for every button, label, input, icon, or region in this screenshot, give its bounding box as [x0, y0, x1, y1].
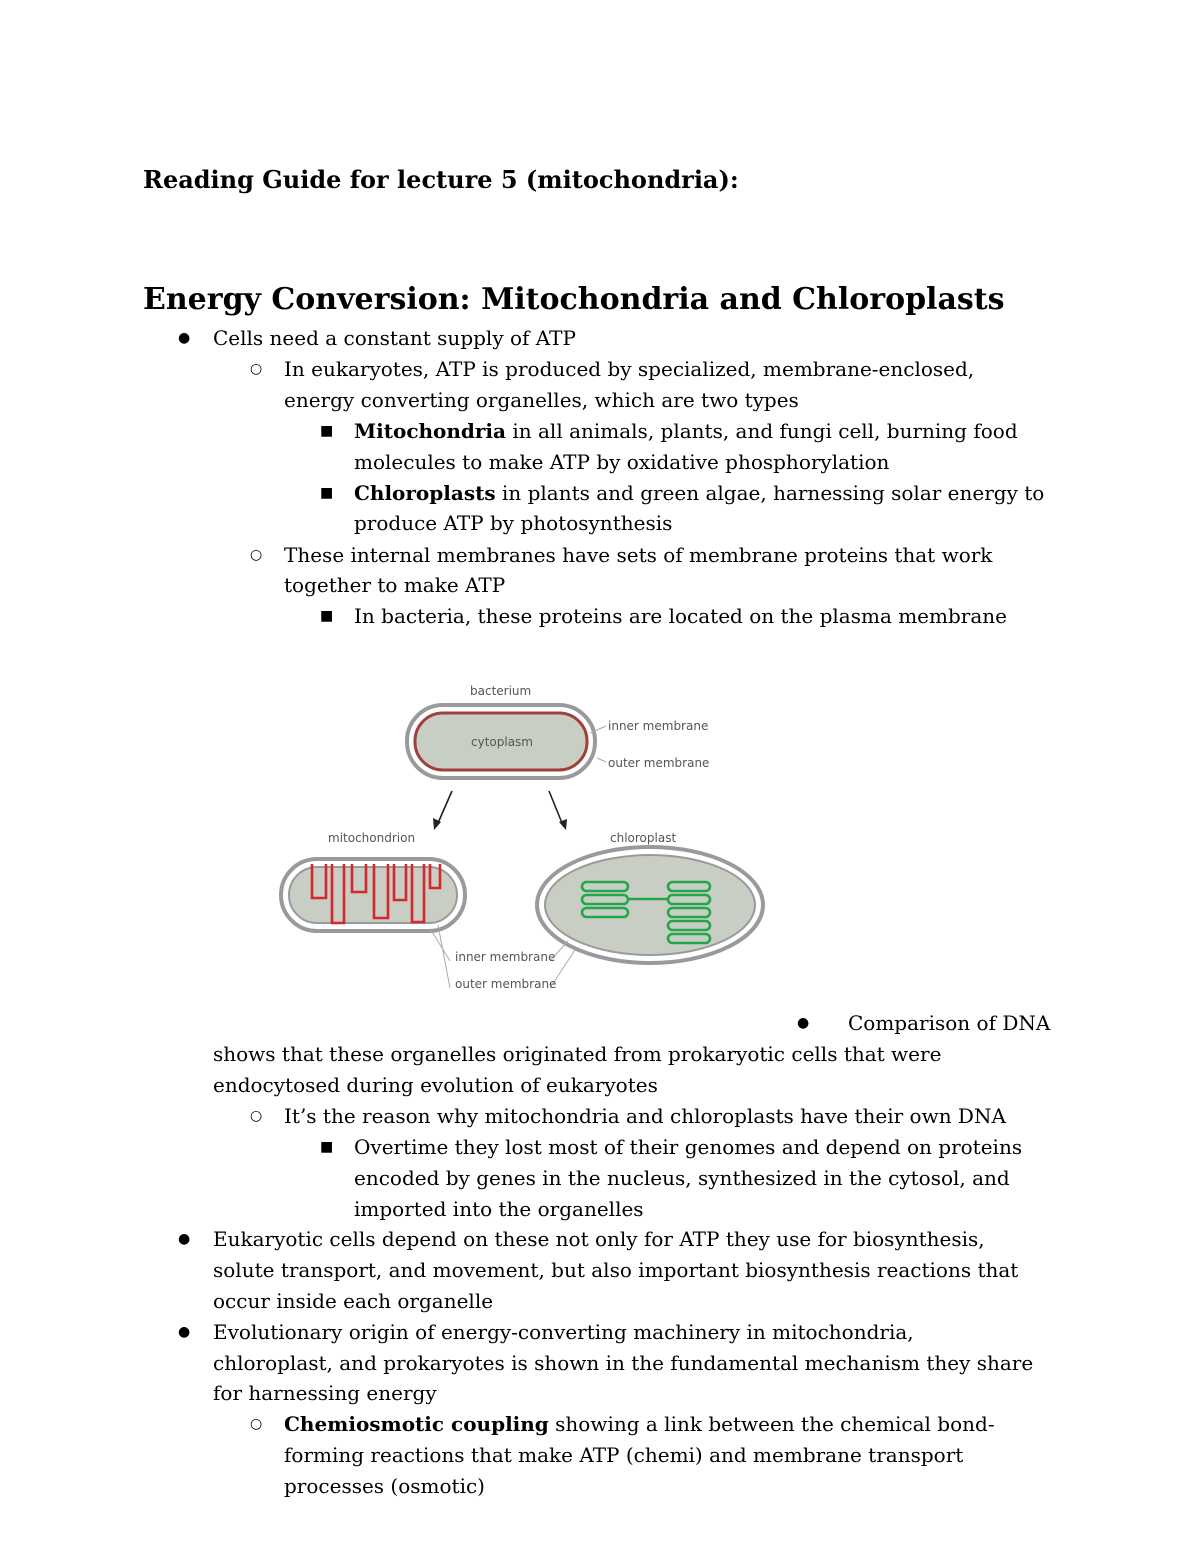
- bullet-level3: ■: [320, 485, 334, 501]
- text-line: molecules to make ATP by oxidative phosphorylation: [354, 450, 890, 474]
- label-outer-membrane-bottom: outer membrane: [455, 977, 557, 991]
- text-line: chloroplast, and prokaryotes is shown in the fundamental mechanism they share: [213, 1351, 1034, 1375]
- term-chemiosmotic-coupling: Chemiosmotic coupling: [284, 1412, 549, 1436]
- section-heading: Energy Conversion: Mitochondria and Chloroplasts: [143, 282, 1005, 317]
- bullet-level3: ■: [320, 1139, 334, 1155]
- term-chloroplasts: Chloroplasts: [354, 481, 496, 505]
- text-line: endocytosed during evolution of eukaryotes: [213, 1073, 658, 1097]
- bullet-level1: ●: [178, 1231, 191, 1247]
- text-line: processes (osmotic): [284, 1474, 485, 1498]
- label-chloroplast: chloroplast: [610, 831, 677, 845]
- bullet-level3: ■: [320, 423, 334, 439]
- text-line: solute transport, and movement, but also important biosynthesis reactions that: [213, 1258, 1019, 1282]
- text-line: [284, 1409, 995, 1439]
- label-outer-membrane-top: outer membrane: [608, 756, 710, 770]
- label-mitochondrion: mitochondrion: [328, 831, 416, 845]
- text-line: forming reactions that make ATP (chemi) and membrane transport: [284, 1443, 964, 1467]
- bullet-level2: ○: [250, 1108, 263, 1124]
- bullet-level1: ●: [178, 1324, 191, 1340]
- bullet-level2: ○: [250, 1416, 263, 1432]
- arrow-to-mitochondrion: [438, 791, 452, 823]
- text-line: It’s the reason why mitochondria and chloroplasts have their own DNA: [284, 1104, 1006, 1128]
- text-line: In bacteria, these proteins are located on the plasma membrane: [354, 604, 1007, 628]
- text-line: Eukaryotic cells depend on these not only for ATP they use for biosynthesis,: [213, 1227, 985, 1251]
- arrow-to-chloroplast: [549, 791, 562, 823]
- text-line: together to make ATP: [284, 573, 506, 597]
- text-line: [354, 416, 1018, 446]
- text-line: imported into the organelles: [354, 1197, 644, 1221]
- document-title: Reading Guide for lecture 5 (mitochondria):: [143, 165, 739, 194]
- leader-line: [438, 925, 450, 988]
- text-line: occur inside each organelle: [213, 1289, 494, 1313]
- leader-line: [431, 930, 450, 961]
- text-span: in all animals, plants, and fungi cell, burning food: [506, 419, 1018, 443]
- bullet-level2: ○: [250, 361, 263, 377]
- text-line: encoded by genes in the nucleus, synthesized in the cytosol, and: [354, 1166, 1010, 1190]
- chloroplast-stroma: [545, 855, 755, 955]
- text-line: produce ATP by photosynthesis: [354, 511, 673, 535]
- bullet-level2: ○: [250, 547, 263, 563]
- text-span: in plants and green algae, harnessing solar energy to: [495, 481, 1045, 505]
- text-line: These internal membranes have sets of membrane proteins that work: [284, 543, 993, 567]
- bullet-level1: ●: [797, 1015, 810, 1031]
- label-inner-membrane-top: inner membrane: [608, 719, 709, 733]
- text-line: for harnessing energy: [213, 1381, 437, 1405]
- text-line: Overtime they lost most of their genomes and depend on proteins: [354, 1135, 1023, 1159]
- bullet-level3: ■: [320, 608, 334, 624]
- organelle-origin-diagram: [270, 678, 780, 998]
- leader-line: [597, 758, 606, 762]
- text-line: In eukaryotes, ATP is produced by specialized, membrane-enclosed,: [284, 357, 975, 381]
- text-line: Comparison of DNA: [848, 1011, 1051, 1035]
- label-cytoplasm: cytoplasm: [471, 735, 533, 749]
- term-mitochondria: Mitochondria: [354, 419, 506, 443]
- text-line: Evolutionary origin of energy-converting machinery in mitochondria,: [213, 1320, 914, 1344]
- text-line: [354, 478, 1044, 508]
- label-bacterium: bacterium: [470, 684, 532, 698]
- bullet-level1: ●: [178, 330, 191, 346]
- text-line: energy converting organelles, which are two types: [284, 388, 799, 412]
- text-line: Cells need a constant supply of ATP: [213, 326, 576, 350]
- label-inner-membrane-bottom: inner membrane: [455, 950, 556, 964]
- text-line: shows that these organelles originated from prokaryotic cells that were: [213, 1042, 942, 1066]
- text-span: showing a link between the chemical bond-: [548, 1412, 995, 1436]
